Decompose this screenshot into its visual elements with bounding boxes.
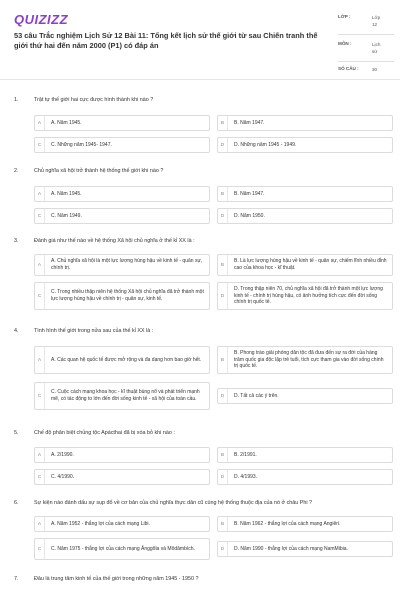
option-letter: A xyxy=(35,116,45,130)
option-letter: D xyxy=(218,542,228,556)
question-text: Chủ nghĩa xã hội trở thành hệ thống thế giới khi nào ? xyxy=(34,168,164,174)
option-text: D. Năm 1950. xyxy=(234,212,265,219)
option-text: B. Phong trào giải phóng dân tộc đã đưa đến sự ra đời của hàng trăm quốc gia độc lập trẻ tuổi, tích cực tham gia vào đời sống chính trị quốc tế. xyxy=(234,350,384,370)
option-text: D. Trong thập niên 70, chủ nghĩa xã hội đã trở thành một lực lượng kinh tế - chính trị hùng hậu, có ảnh hưởng tích cực đến đời sống chính trị quốc tế. xyxy=(234,286,383,306)
option-text: C. Trong nhiều thập niên hệ thống Xã hội chủ nghĩa đã trở thành một lực lượng hùng hậu về chính trị - quân sự, kinh tế. xyxy=(51,289,204,302)
question-number: 6. xyxy=(14,500,19,506)
option-c[interactable] xyxy=(34,538,210,560)
option-letter: C xyxy=(35,209,45,223)
option-letter: C xyxy=(35,283,45,309)
option-text: B. Năm 1962 - thắng lợi của cách mạng Angiêri. xyxy=(234,520,341,527)
question-number: 1. xyxy=(14,97,19,103)
option-letter: A xyxy=(35,448,45,462)
option-d[interactable] xyxy=(217,282,393,310)
option-letter: D xyxy=(218,389,228,403)
question-text: Chế độ phân biệt chủng tộc Apácthai đã bị xóa bỏ khi nào : xyxy=(34,430,175,436)
question-number: 3. xyxy=(14,238,19,244)
grade-value: Lớp 12 xyxy=(372,15,381,27)
option-letter: D xyxy=(218,209,228,223)
meta-divider xyxy=(338,34,394,35)
option-text: D. Những năm 1945 - 1949. xyxy=(234,141,297,148)
option-text: C. Cuộc cách mạng khoa học - kĩ thuật bùng nổ và phát triển mạnh mẽ, có tác động to lớn đến đời sống kinh tế - xã hội của toàn cầu. xyxy=(51,389,200,402)
option-text: A. Năm 1945. xyxy=(51,119,82,126)
option-a[interactable] xyxy=(34,186,210,202)
option-d[interactable] xyxy=(217,137,393,153)
option-letter: B xyxy=(218,448,228,462)
question-count-value: 30 xyxy=(372,67,378,72)
option-letter: D xyxy=(218,283,228,309)
option-d[interactable] xyxy=(217,388,393,404)
grade-label: LỚP : xyxy=(338,14,351,19)
option-letter: A xyxy=(35,517,45,531)
option-a[interactable] xyxy=(34,516,210,532)
quizizz-logo[interactable]: QUIZIZZ xyxy=(14,12,69,27)
option-b[interactable] xyxy=(217,447,393,463)
option-d[interactable] xyxy=(217,541,393,557)
option-text: C. Những năm 1945- 1947. xyxy=(51,141,112,148)
option-letter: D xyxy=(218,138,228,152)
option-letter: B xyxy=(218,255,228,275)
option-letter: B xyxy=(218,187,228,201)
option-b[interactable] xyxy=(217,186,393,202)
option-c[interactable] xyxy=(34,282,210,310)
question-text: Tình hình thế giới trong nửa sau của thế kỉ XX là : xyxy=(34,328,154,334)
option-text: D. Tất cả các ý trên. xyxy=(234,392,279,399)
page-header xyxy=(0,0,400,80)
option-letter: C xyxy=(35,138,45,152)
option-text: A. Năm 1945. xyxy=(51,190,82,197)
subject-label: MÔN : xyxy=(338,41,352,46)
option-text: C. 4/1990. xyxy=(51,473,75,480)
option-letter: D xyxy=(218,470,228,484)
option-c[interactable] xyxy=(34,469,210,485)
question-text: Đánh giá như thế nào về hệ thống Xã hội chủ nghĩa ở thế kỉ XX là : xyxy=(34,238,195,244)
option-letter: B xyxy=(218,116,228,130)
option-text: B. Năm 1947. xyxy=(234,119,265,126)
option-b[interactable] xyxy=(217,254,393,276)
option-a[interactable] xyxy=(34,346,210,374)
page-title: 53 câu Trắc nghiệm Lịch Sử 12 Bài 11: Tổng kết lịch sử thế giới từ sau Chiến tranh thế giới thứ hai đến năm 2000 (P1) có đáp án xyxy=(14,31,318,50)
option-text: B. Là lực lượng hùng hậu về kinh tế - quân sự, chiếm lĩnh nhiều đỉnh cao của khoa học - kĩ thuật. xyxy=(234,258,387,271)
option-text: B. Năm 1947. xyxy=(234,190,265,197)
option-letter: C xyxy=(35,383,45,409)
option-b[interactable] xyxy=(217,346,393,374)
option-letter: A xyxy=(35,255,45,275)
option-a[interactable] xyxy=(34,115,210,131)
question-number: 5. xyxy=(14,430,19,436)
option-text: A. Các quan hệ quốc tế được mở rộng và đa dạng hơn bao giờ hết. xyxy=(51,356,202,363)
question-text: Trật tự thế giới hai cực được hình thành khi nào ? xyxy=(34,97,154,103)
question-number: 2. xyxy=(14,168,19,174)
option-b[interactable] xyxy=(217,115,393,131)
option-a[interactable] xyxy=(34,254,210,276)
option-c[interactable] xyxy=(34,208,210,224)
option-text: C. Năm 1975 - thắng lợi của cách mạng Ănggôla và Môdămbích. xyxy=(51,545,195,552)
option-letter: C xyxy=(35,539,45,559)
option-text: D. 4/1993. xyxy=(234,473,258,480)
option-c[interactable] xyxy=(34,137,210,153)
option-text: C. Năm 1949. xyxy=(51,212,82,219)
option-letter: C xyxy=(35,470,45,484)
option-a[interactable] xyxy=(34,447,210,463)
question-text: Sự kiện nào đánh dấu sự sụp đổ về cơ bản của chủ nghĩa thực dân cũ cùng hệ thống thuộc địa của nó ở châu Phi ? xyxy=(34,500,313,506)
question-text: Đâu là trung tâm kinh tế của thế giới trong những năm 1945 - 1950 ? xyxy=(34,576,199,582)
question-number: 7. xyxy=(14,576,19,582)
question-number: 4. xyxy=(14,328,19,334)
option-letter: B xyxy=(218,517,228,531)
option-letter: A xyxy=(35,347,45,373)
option-letter: A xyxy=(35,187,45,201)
subject-value: Lịch sử xyxy=(372,42,381,54)
option-b[interactable] xyxy=(217,516,393,532)
option-c[interactable] xyxy=(34,382,210,410)
option-d[interactable] xyxy=(217,469,393,485)
option-letter: B xyxy=(218,347,228,373)
option-text: A. Chủ nghĩa xã hội là một lực lượng hùng hậu về kinh tế - quân sự, chính trị. xyxy=(51,258,203,271)
option-text: A. Năm 1952 - thắng lợi của cách mạng Libi. xyxy=(51,520,150,527)
meta-divider xyxy=(338,61,394,62)
question-count-label: SỐ CÂU : xyxy=(338,66,359,71)
option-d[interactable] xyxy=(217,208,393,224)
option-text: B. 2/1991. xyxy=(234,451,257,458)
option-text: D. Năm 1990 - thắng lợi của cách mạng NamMibia. xyxy=(234,545,348,552)
option-text: A. 2/1990. xyxy=(51,451,74,458)
